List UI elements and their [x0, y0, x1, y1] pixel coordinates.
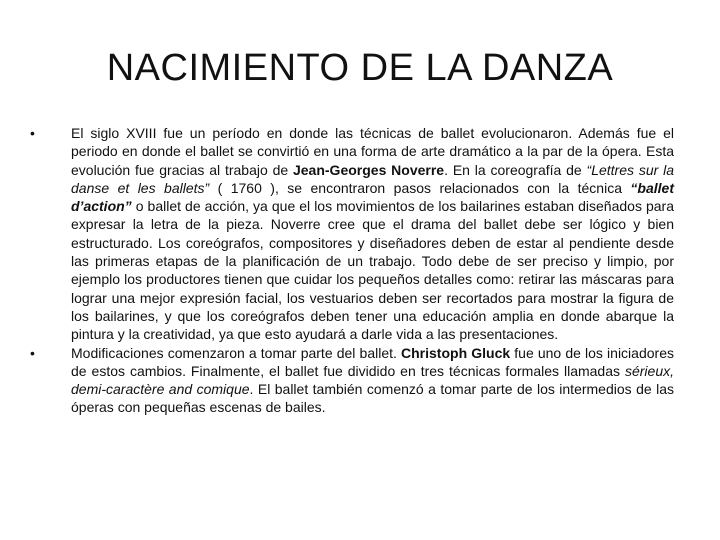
- text-segment: o ballet de acción, ya que el los movimientos de los bailarines estaban diseñados para expresar la letra de la pieza. Noverre cree que el drama del ballet debe ser lógico y bien estructurado. Los coreógrafos, compositores y diseñadores deben de estar al pendiente desde las primeras etapas de la planificación de un trabajo. Todo debe de ser preciso y limpio, por ejemplo los productores tienen que cuidar los pequeños detalles como: retirar las máscaras para lograr una mejor expresión facial, los vestuarios deben ser recortados para mostrar la figura de los bailarines, y que los coreógrafos deben tener una educación amplia en donde abarque la pintura y la creatividad, ya que esto ayudará a darle vida a las presentaciones.: [71, 198, 674, 343]
- bullet-item: [30, 124, 674, 344]
- bullet-icon: •: [30, 125, 35, 141]
- text-segment: fue uno de los iniciadores de estos cambios. Finalmente, el ballet fue dividido en tres técnicas formales llamadas: [71, 344, 674, 379]
- person-name-noverre: Jean-Georges Noverre: [292, 161, 445, 178]
- technique-names: sérieux, demi-caractère and comique: [71, 362, 674, 398]
- bullet-list: [30, 124, 674, 417]
- technique-name: “ballet d’action”: [71, 179, 674, 215]
- text-segment: El siglo XVIII fue un período en donde las técnicas de ballet evolucionaron. Además fue el periodo en donde el ballet se convirtió en una forma de arte dramático a la par de la ópera. Esta evolución fue gracias al trabajo de: [71, 125, 674, 178]
- person-name-gluck: Christoph Gluck: [401, 344, 511, 361]
- bullet-text: [71, 345, 674, 416]
- text-segment: . El ballet también comenzó a tomar parte de los intermedios de las óperas con pequeñas escenas de bailes.: [71, 381, 675, 416]
- work-title: “Lettres sur la danse et les ballets”: [71, 161, 675, 196]
- bullet-icon: •: [30, 344, 35, 361]
- bullet-text: [71, 125, 674, 342]
- text-segment: Modificaciones comenzaron a tomar parte del ballet.: [71, 344, 402, 361]
- text-segment: . En la coreografía de: [444, 161, 587, 178]
- slide-title: NACIMIENTO DE LA DANZA: [106, 47, 614, 89]
- bullet-item: [30, 344, 674, 417]
- text-segment: ( 1760 ), se encontraron pasos relacionados con la técnica: [209, 179, 631, 196]
